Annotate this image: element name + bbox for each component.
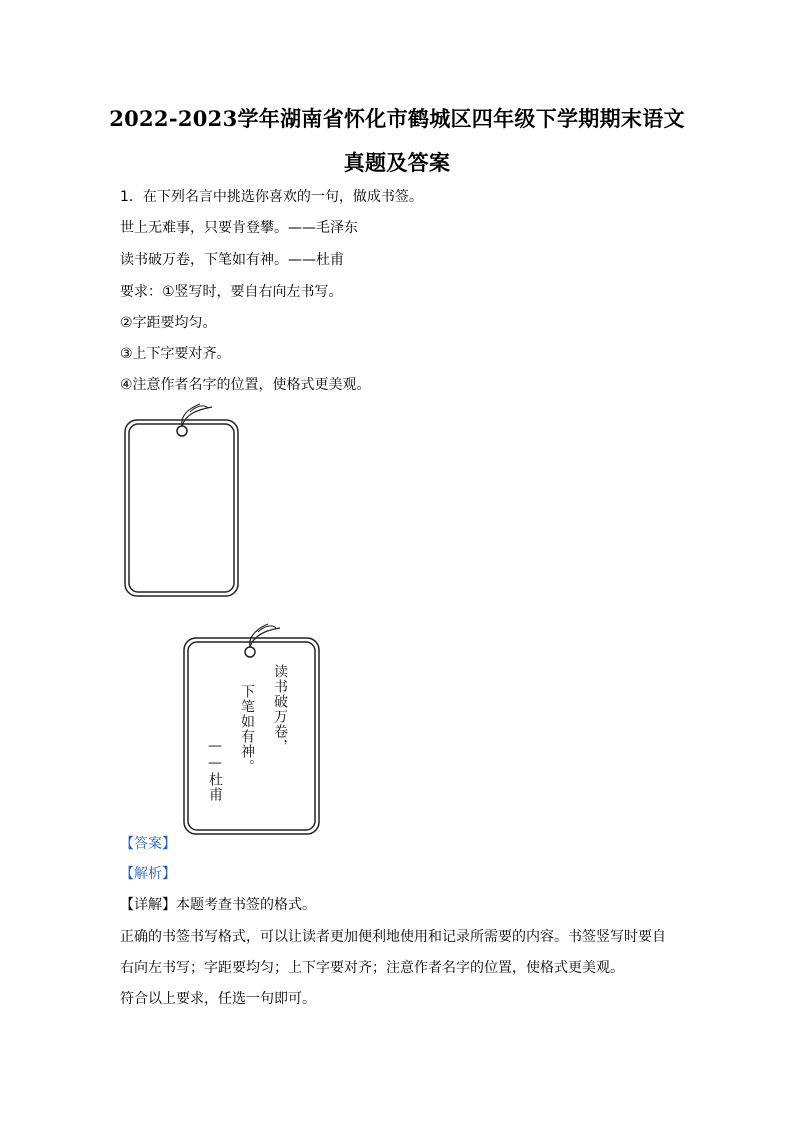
requirement-1: 要求：①竖写时，要自右向左书写。 bbox=[120, 284, 343, 300]
bookmark-column-2: 下笔如有神。 bbox=[239, 684, 255, 774]
analysis-tag: 【解析】 bbox=[120, 866, 176, 882]
requirement-3: ③上下字要对齐。 bbox=[120, 346, 231, 362]
blank-bookmark-illustration bbox=[120, 400, 245, 602]
bookmark-column-3: ——杜甫 bbox=[207, 738, 223, 802]
requirement-4: ④注意作者名字的位置，使格式更美观。 bbox=[120, 377, 371, 393]
quote-2: 读书破万卷，下笔如有神。——杜甫 bbox=[120, 252, 344, 268]
question-stem: 1．在下列名言中挑选你喜欢的一句，做成书签。 bbox=[120, 189, 423, 205]
detail-line bbox=[120, 894, 316, 914]
bookmark-column-1: 读书破万卷， bbox=[272, 664, 288, 754]
explanation-line-3: 符合以上要求，任选一句即可。 bbox=[120, 991, 316, 1007]
title-line-1: 2022-2023学年湖南省怀化市鹤城区四年级下学期期末语文 bbox=[109, 106, 685, 131]
detail-text: 本题考查书签的格式。 bbox=[176, 897, 316, 913]
explanation-line-2: 右向左书写；字距要均匀；上下字要对齐；注意作者名字的位置，使格式更美观。 bbox=[120, 960, 624, 976]
requirement-2: ②字距要均匀。 bbox=[120, 315, 217, 331]
detail-tag: 【详解】 bbox=[120, 897, 176, 913]
quote-1: 世上无难事，只要肯登攀。——毛泽东 bbox=[120, 220, 358, 236]
title-line-2: 真题及答案 bbox=[343, 150, 451, 175]
answer-tag: 【答案】 bbox=[120, 836, 176, 852]
explanation-line-1: 正确的书签书写格式，可以让读者更加便利地使用和记录所需要的内容。书签竖写时要自 bbox=[120, 929, 666, 945]
